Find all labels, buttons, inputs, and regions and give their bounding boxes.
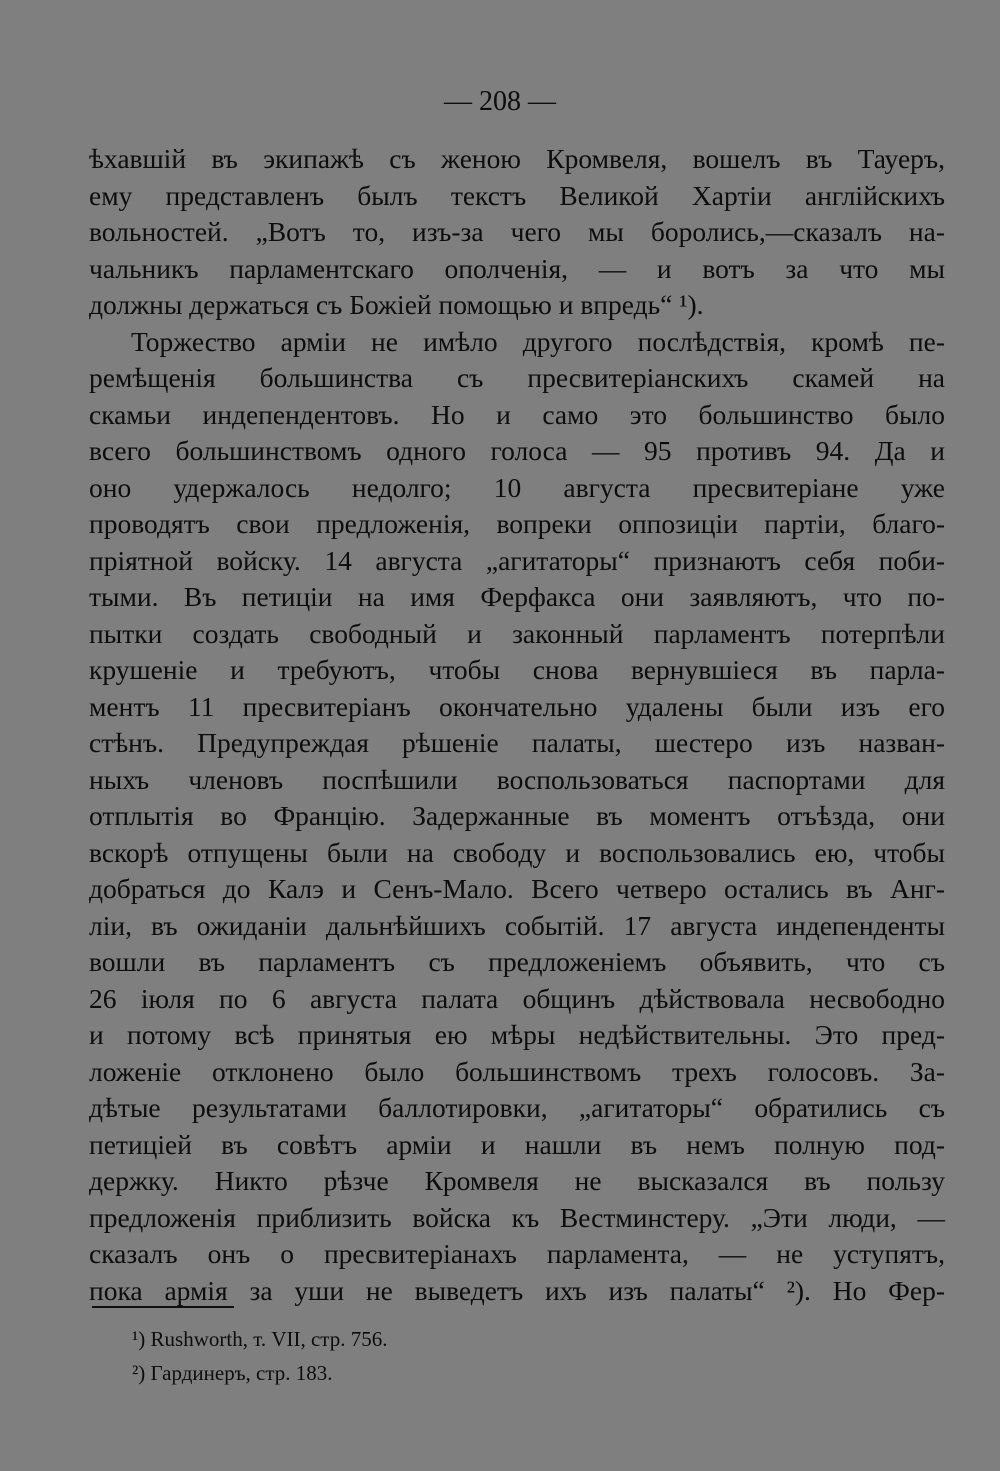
text-line: тыми. Въ петицiи на имя Ферфакса они заявляютъ, что по-	[89, 581, 945, 612]
body-text	[89, 141, 945, 1309]
text-line: петицiей въ совѣтъ армiи и нашли въ немъ полную под-	[89, 1128, 945, 1160]
text-line: Торжество армiи не имѣло другого послѣдствiя, кромѣ пе-	[131, 325, 945, 357]
text-line: дѣтые результатами баллотировки, „агитаторы“ обратились съ	[89, 1092, 945, 1123]
footnote-marker: ²)	[132, 1361, 146, 1385]
text-line: добраться до Калэ и Сенъ-Мало. Всего четверо остались въ Анг-	[89, 873, 945, 904]
text-line: вошли въ парламентъ съ предложенiемъ объявить, что съ	[89, 946, 945, 977]
text-line: ѣхавшiй въ экипажѣ съ женою Кромвеля, вошелъ въ Тауеръ,	[89, 143, 945, 174]
text-line: держку. Никто рѣзче Кромвеля не высказался въ пользу	[89, 1165, 945, 1196]
text-line: ментъ 11 пресвитерiанъ окончательно удалены были изъ его	[89, 690, 945, 722]
footnote	[132, 1356, 832, 1390]
text-line: лiи, въ ожиданiи дальнѣйшихъ событiй. 17 августа индепенденты	[89, 909, 945, 941]
text-line: ему представленъ былъ текстъ Великой Хартiи англiйскихъ	[89, 179, 945, 211]
text-line: ремѣщенiя большинства съ пресвитерiанскихъ скамей на	[89, 362, 945, 393]
text-line: отплытiя во Францiю. Задержанные въ моментъ отъѣзда, они	[89, 800, 945, 831]
text-line: чальникъ парламентскаго ополченiя, — и вотъ за что мы	[89, 252, 945, 284]
text-line: прiятной войску. 14 августа „агитаторы“ признаютъ себя поби-	[89, 544, 945, 576]
text-line: пока армiя за уши не выведетъ ихъ изъ палаты“ ²). Но Фер-	[89, 1274, 945, 1306]
text-line: крушенiе и требуютъ, чтобы снова вернувшiеся въ парла-	[89, 654, 945, 685]
text-line: и потому всѣ принятыя ею мѣры недѣйствительны. Это пред-	[89, 1019, 945, 1050]
text-line: пытки создать свободный и законный парламентъ потерпѣли	[89, 617, 945, 649]
text-line: ныхъ членовъ поспѣшили воспользоваться паспортами для	[89, 763, 945, 795]
footnotes	[132, 1322, 832, 1390]
text-line: стѣнъ. Предупреждая рѣшенiе палаты, шестеро изъ назван-	[89, 727, 945, 758]
text-line: 26 iюля по 6 августа палата общинъ дѣйствовала несвободно	[89, 982, 945, 1014]
footnote-separator	[92, 1306, 234, 1308]
text-line: вольностей. „Вотъ то, изъ-за чего мы боролись,—сказалъ на-	[89, 216, 945, 247]
footnote-marker: ¹)	[132, 1327, 146, 1351]
text-line: предложенiя приблизить войска къ Вестминстеру. „Эти люди, —	[89, 1201, 945, 1233]
text-line: скамьи индепендентовъ. Но и само это большинство было	[89, 398, 945, 430]
text-line: вскорѣ отпущены были на свободу и воспользовались ею, чтобы	[89, 836, 945, 868]
footnote	[132, 1322, 832, 1356]
text-line: оно удержалось недолго; 10 августа пресвитерiане уже	[89, 471, 945, 503]
page-number: — 208 —	[444, 86, 556, 117]
text-line: всего большинствомъ одного голоса — 95 противъ 94. Да и	[89, 435, 945, 466]
text-line: должны держаться съ Божiей помощью и впредь“ ¹).	[89, 289, 704, 320]
footnote-text: Rushworth, т. VII, стр. 756.	[150, 1327, 388, 1351]
text-line: проводятъ свои предложенiя, вопреки оппозицiи партiи, благо-	[89, 508, 945, 539]
text-line: ложенiе отклонено было большинствомъ трехъ голосовъ. За-	[89, 1055, 945, 1087]
footnote-text: Гардинеръ, стр. 183.	[150, 1361, 333, 1385]
text-line: сказалъ онъ о пресвитерiанахъ парламента, — не уступятъ,	[89, 1238, 945, 1269]
